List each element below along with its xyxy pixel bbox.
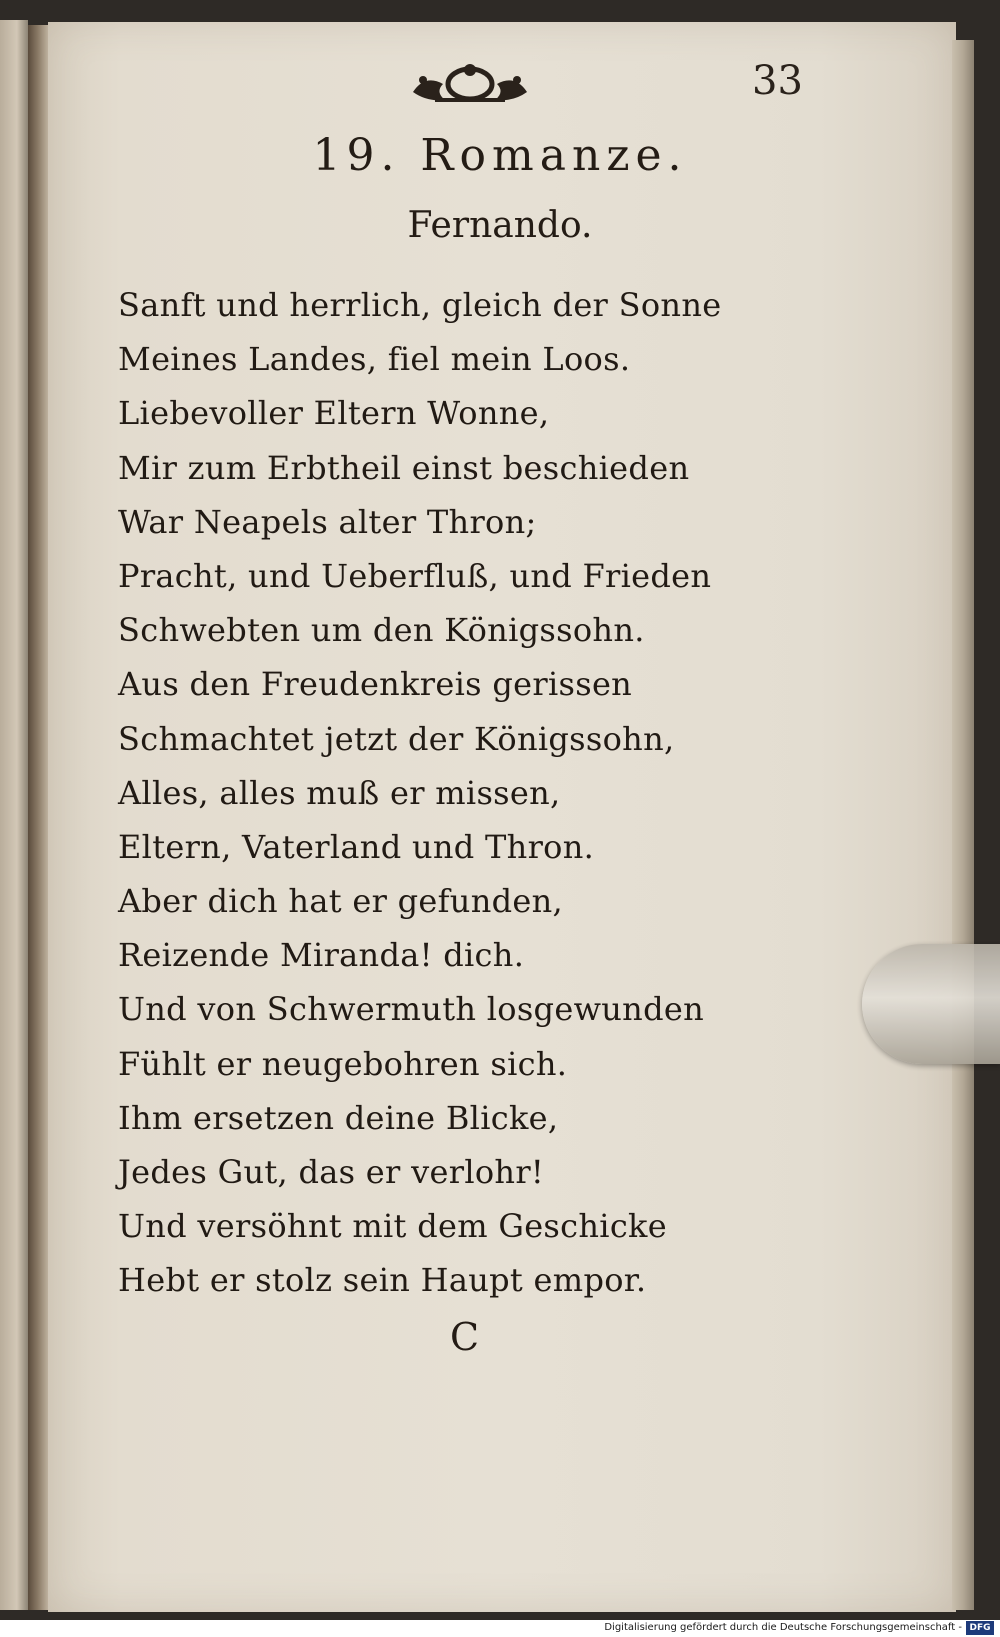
facing-page-edge [0, 20, 28, 1610]
poem-line: Schwebten um den Königssohn. [118, 611, 645, 650]
poem-line: Liebevoller Eltern Wonne, [118, 394, 550, 433]
poem-line: Alles, alles muß er missen, [118, 773, 561, 812]
floral-vignette-icon [405, 62, 535, 108]
footer-bar [0, 1620, 1000, 1637]
poem-subtitle: Fernando. [407, 205, 593, 246]
poem-line: Mir zum Erbtheil einst beschieden [118, 448, 690, 487]
poem-line: Und versöhnt mit dem Geschicke [118, 1207, 667, 1246]
poem-line: Ihm ersetzen deine Blicke, [118, 1098, 559, 1137]
poem-title: 19. Romanze. [312, 130, 688, 181]
poem-line: Reizende Miranda! dich. [118, 936, 525, 975]
dfg-logo: DFG [966, 1621, 994, 1635]
poem-line: Pracht, und Ueberfluß, und Frieden [118, 556, 712, 595]
poem-line: War Neapels alter Thron; [118, 502, 537, 541]
page-holder-tab [862, 944, 1000, 1064]
page-stack-edge [952, 40, 974, 1610]
page-number: 33 [752, 58, 803, 104]
poem-line: Sanft und herrlich, gleich der Sonne [118, 286, 722, 324]
poem-line: Meines Landes, fiel mein Loos. [118, 340, 631, 379]
poem-line: Hebt er stolz sein Haupt empor. [118, 1261, 647, 1300]
footer-credit: Digitalisierung gefördert durch die Deutsche Forschungsgemeinschaft - [604, 1622, 962, 1633]
poem-line: Und von Schwermuth losgewunden [118, 990, 705, 1029]
poem-line: Schmachtet jetzt der Königssohn, [118, 719, 675, 758]
poem-line: Aus den Freudenkreis gerissen [118, 665, 633, 704]
poem-line: Fühlt er neugebohren sich. [118, 1044, 568, 1083]
catchword: C [450, 1315, 480, 1359]
poem-line: Eltern, Vaterland und Thron. [118, 827, 595, 866]
poem-line: Aber dich hat er gefunden, [118, 882, 564, 921]
poem-line: Jedes Gut, das er verlohr! [118, 1153, 545, 1191]
poem-body [118, 278, 758, 1308]
book-gutter [28, 25, 50, 1610]
